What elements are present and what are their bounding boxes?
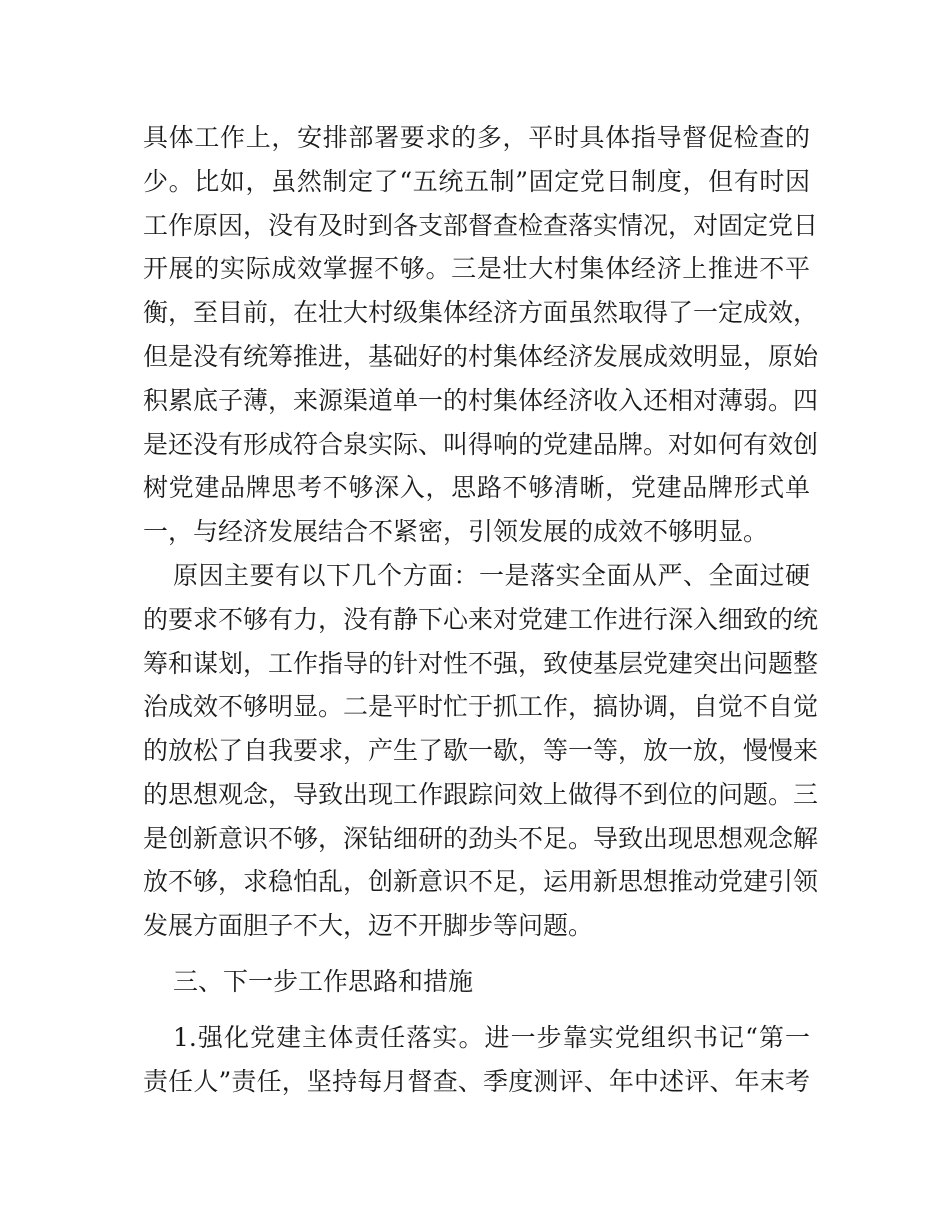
text-line: 开展的实际成效掌握不够。三是壮大村集体经济上推进不平 <box>143 254 810 283</box>
text-line: 责任人”责任，坚持每月督查、季度测评、年中述评、年末考 <box>143 1067 810 1096</box>
text-line: 的思想观念，导致出现工作跟踪问效上做得不到位的问题。三 <box>143 780 819 809</box>
text-line: 一，与经济发展结合不紧密，引领发展的成效不够明显。 <box>143 517 769 546</box>
text-line: 的放松了自我要求，产生了歇一歇，等一等，放一放，慢慢来 <box>143 736 819 765</box>
text-line: 是还没有形成符合泉实际、叫得响的党建品牌。对如何有效创 <box>143 430 819 459</box>
text-line: 树党建品牌思考不够深入，思路不够清晰，党建品牌形式单 <box>143 473 810 502</box>
text-line: 工作原因，没有及时到各支部督查检查落实情况，对固定党日 <box>143 211 819 240</box>
paragraph-first-line: 1.强化党建主体责任落实。进一步靠实党组织书记“第一 <box>173 1023 810 1052</box>
text-line: 积累底子薄，来源渠道单一的村集体经济收入还相对薄弱。四 <box>143 386 819 415</box>
text-line: 的要求不够有力，没有静下心来对党建工作进行深入细致的统 <box>143 605 819 634</box>
text-line: 衡，至目前，在壮大村级集体经济方面虽然取得了一定成效， <box>143 298 819 327</box>
text-line: 筹和谋划，工作指导的针对性不强，致使基层党建突出问题整 <box>143 649 819 678</box>
text-line: 发展方面胆子不大，迈不开脚步等问题。 <box>143 911 594 940</box>
section-heading: 三、下一步工作思路和措施 <box>173 967 474 996</box>
text-line: 是创新意识不够，深钻细研的劲头不足。导致出现思想观念解 <box>143 824 819 853</box>
paragraph-first-line: 原因主要有以下几个方面：一是落实全面从严、全面过硬 <box>173 561 810 590</box>
text-line: 放不够，求稳怕乱，创新意识不足，运用新思想推动党建引领 <box>143 867 819 896</box>
text-line: 治成效不够明显。二是平时忙于抓工作，搞协调，自觉不自觉 <box>143 692 819 721</box>
text-line: 但是没有统筹推进，基础好的村集体经济发展成效明显，原始 <box>143 342 819 371</box>
text-line: 具体工作上，安排部署要求的多，平时具体指导督促检查的 <box>143 123 810 152</box>
text-line: 少。比如，虽然制定了“五统五制”固定党日制度，但有时因 <box>143 167 810 196</box>
